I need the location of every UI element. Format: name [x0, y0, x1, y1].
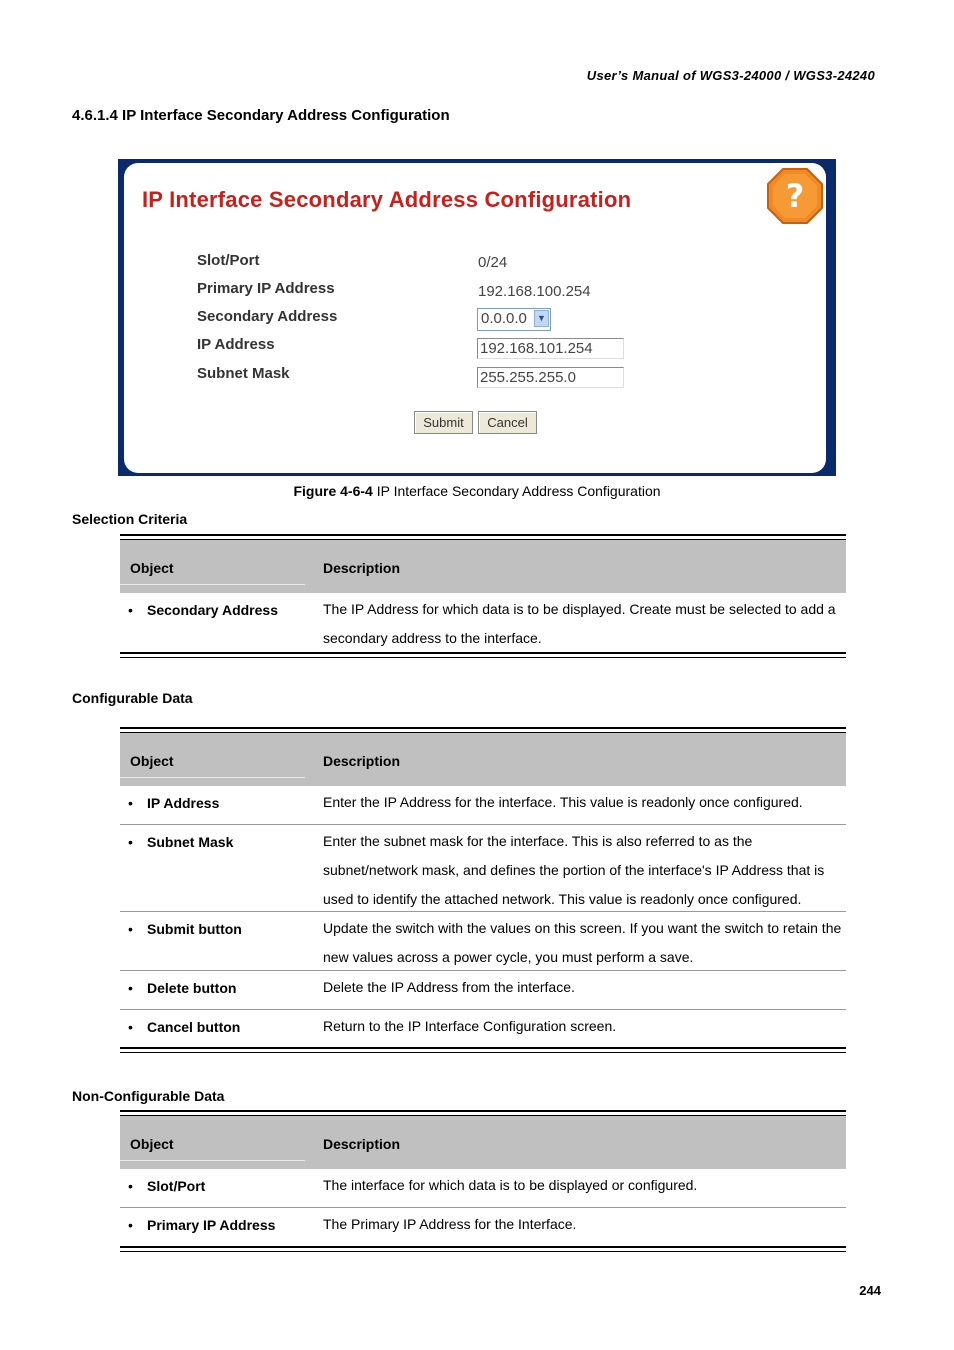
row-description: The Primary IP Address for the Interface. — [323, 1216, 577, 1232]
primary-ip-label: Primary IP Address — [197, 280, 335, 297]
panel-title: IP Interface Secondary Address Configuration — [142, 187, 632, 212]
primary-ip-value: 192.168.100.254 — [478, 283, 591, 300]
row-object: • Slot/Port — [147, 1178, 205, 1194]
section-heading: 4.6.1.4 IP Interface Secondary Address Configuration — [72, 107, 450, 124]
subnet-mask-field[interactable]: 255.255.255.0 — [477, 367, 624, 388]
table-row — [120, 1208, 846, 1246]
selection-table — [120, 534, 846, 658]
row-description: The interface for which data is to be displayed or configured. — [323, 1177, 698, 1193]
secondary-address-select[interactable] — [477, 308, 551, 331]
secondary-address-value: 0.0.0.0 — [481, 310, 527, 327]
table-row — [120, 786, 846, 825]
slot-port-label: Slot/Port — [197, 252, 260, 269]
row-object: • Cancel button — [147, 1019, 240, 1035]
table-row — [120, 1169, 846, 1208]
page-number: 244 — [859, 1283, 881, 1298]
configurable-data-title: Configurable Data — [72, 690, 193, 706]
table-row — [120, 825, 846, 912]
row-description: The IP Address for which data is to be displayed. Create must be selected to add a secondary address to the interface. — [323, 601, 836, 646]
table-row — [120, 1010, 846, 1047]
row-object: • IP Address — [147, 795, 219, 811]
table-bottom-rule — [120, 1047, 846, 1053]
column-header-object: Object — [130, 753, 174, 769]
figure-caption — [0, 483, 954, 499]
row-object: • Subnet Mask — [147, 834, 233, 850]
config-screenshot — [118, 159, 836, 476]
table-row — [120, 912, 846, 971]
table-header — [120, 733, 846, 786]
header-divider — [120, 1160, 305, 1161]
row-description: Return to the IP Interface Configuration screen. — [323, 1018, 617, 1034]
slot-port-value: 0/24 — [478, 254, 508, 271]
configurable-table — [120, 727, 846, 1053]
non-configurable-table — [120, 1110, 846, 1252]
non-configurable-data-title: Non-Configurable Data — [72, 1088, 225, 1104]
page-header: User’s Manual of WGS3-24000 / WGS3-24240 — [586, 68, 875, 83]
row-object: • Delete button — [147, 980, 236, 996]
caption-text: IP Interface Secondary Address Configuration — [372, 483, 661, 499]
column-header-description: Description — [323, 560, 401, 576]
column-header-object: Object — [130, 1136, 174, 1152]
ip-address-label: IP Address — [197, 336, 275, 353]
row-description: Delete the IP Address from the interface. — [323, 979, 575, 995]
question-mark-icon[interactable] — [766, 167, 824, 225]
column-header-description: Description — [323, 1136, 401, 1152]
table-header — [120, 540, 846, 593]
cancel-button[interactable]: Cancel — [478, 411, 537, 434]
subnet-mask-label: Subnet Mask — [197, 365, 290, 382]
column-header-object: Object — [130, 560, 174, 576]
row-object: • Submit button — [147, 921, 242, 937]
table-header — [120, 1116, 846, 1169]
row-description: Enter the subnet mask for the interface. This is also referred to as the subnet/network mask, and defines the portion of the interface's IP Address that is used to identify the attached network. This value is readonly once configured. — [323, 833, 825, 907]
row-description: Update the switch with the values on this screen. If you want the switch to retain the new values across a power cycle, you must perform a save. — [323, 920, 842, 965]
table-row — [120, 593, 846, 652]
table-bottom-rule — [120, 1246, 846, 1252]
header-divider — [120, 584, 305, 585]
row-object: • Primary IP Address — [147, 1217, 275, 1233]
ip-address-field[interactable]: 192.168.101.254 — [477, 338, 624, 359]
caption-number: Figure 4-6-4 — [293, 483, 373, 499]
row-object: • Secondary Address — [147, 602, 278, 618]
secondary-address-label: Secondary Address — [197, 308, 338, 325]
chevron-down-icon[interactable]: ▼ — [534, 310, 549, 327]
selection-criteria-title: Selection Criteria — [72, 511, 188, 527]
table-row — [120, 971, 846, 1010]
row-description: Enter the IP Address for the interface. This value is readonly once configured. — [323, 794, 803, 810]
column-header-description: Description — [323, 753, 401, 769]
config-panel — [124, 163, 826, 473]
svg-text:?: ? — [785, 177, 805, 215]
header-divider — [120, 777, 305, 778]
submit-button[interactable]: Submit — [414, 411, 473, 434]
